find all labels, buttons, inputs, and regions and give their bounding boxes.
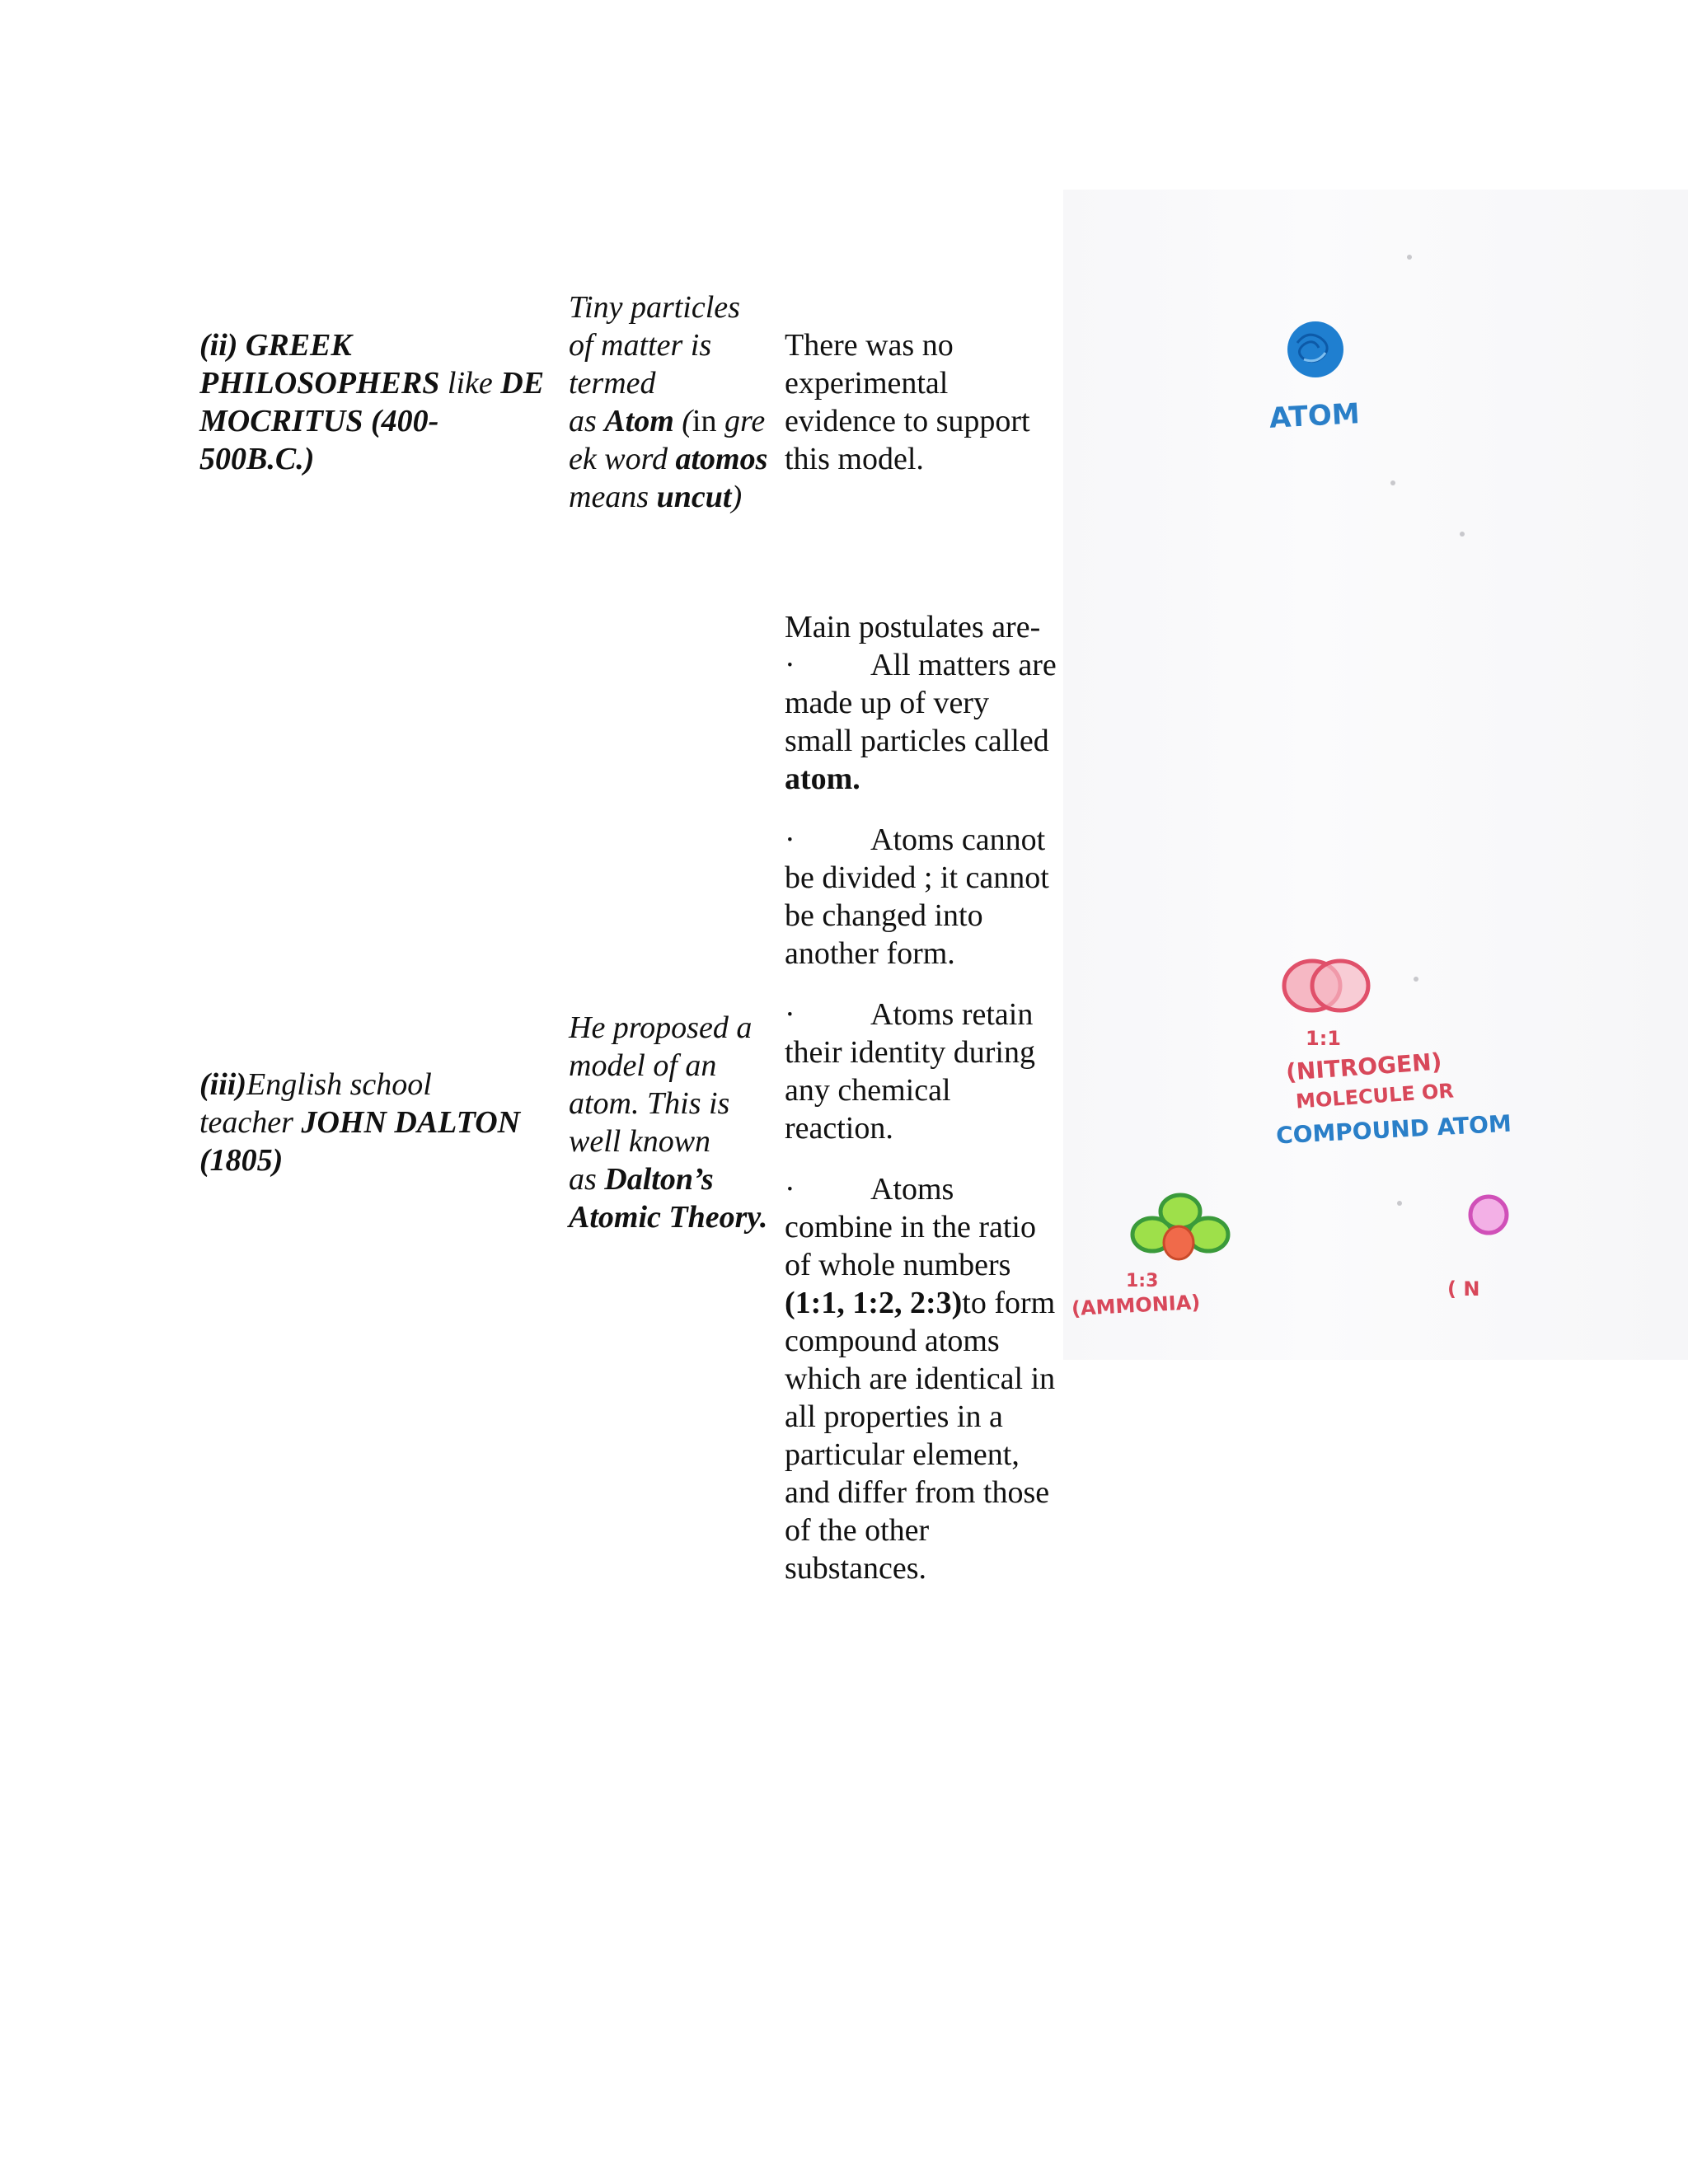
nitrogen-molecule-drawing xyxy=(1284,961,1368,1010)
molecule-label: MOLECULE OR xyxy=(1295,1079,1455,1113)
postulate-2 xyxy=(785,821,1062,972)
atom-drawing xyxy=(1287,321,1343,377)
postulate-2-text: Atoms cannot be divided ; it cannot be changed into another form. xyxy=(785,823,1049,971)
greek-idea-atom: Atom xyxy=(604,404,674,438)
dalton-postulates xyxy=(785,608,1062,1610)
row-dalton-who xyxy=(199,1066,562,1179)
ammonia-label: (AMMONIA) xyxy=(1071,1290,1201,1321)
dalton-desc1: English school xyxy=(246,1067,432,1102)
greek-name-part3: MOCRITUS (400- xyxy=(199,404,439,438)
greek-idea-line3: termed xyxy=(569,366,656,401)
partial-molecule-drawing xyxy=(1470,1197,1507,1233)
greek-idea-line5a: ek word xyxy=(569,442,676,476)
greek-idea-line2: of matter is xyxy=(569,328,712,363)
greek-name-part4: 500B.C.) xyxy=(199,442,315,476)
postulate-4-ratios: (1:1, 1:2, 2:3) xyxy=(785,1286,963,1320)
cut-off-label: ( N xyxy=(1447,1277,1480,1301)
greek-idea-line4c: ( xyxy=(673,404,692,438)
bullet-3: · xyxy=(785,997,795,1032)
compound-atom-label: COMPOUND ATOM xyxy=(1275,1109,1512,1150)
nitrogen-label: (NITROGEN) xyxy=(1285,1047,1443,1086)
row-greek-who xyxy=(199,326,562,478)
dalton-desc2: teacher xyxy=(199,1105,302,1140)
postulate-4-rest: to form compound atoms which are identical in all properties in a particular element, and differ from those of the other substances. xyxy=(785,1286,1056,1586)
greek-idea-in: in xyxy=(692,404,717,438)
bullet-2: · xyxy=(785,823,795,857)
ammonia-ratio-label: 1:3 xyxy=(1126,1271,1159,1291)
postulate-1-atom: atom. xyxy=(785,762,860,796)
greek-name-part1: PHILOSOPHERS xyxy=(199,366,440,401)
bullet-1: · xyxy=(785,648,795,682)
dalton-idea-line2: model of an xyxy=(569,1048,717,1083)
row-greek-note xyxy=(785,326,1057,478)
greek-name-part2: DE xyxy=(500,366,545,401)
row-dalton-idea xyxy=(569,1009,787,1236)
greek-like: like xyxy=(439,366,501,401)
greek-idea-line6c: ) xyxy=(731,480,743,514)
atom-label: ATOM xyxy=(1268,397,1361,435)
dalton-idea-theory: Atomic Theory. xyxy=(569,1200,768,1235)
postulate-3 xyxy=(785,996,1062,1147)
postulate-3-text: Atoms retain their identity during any chemical reaction. xyxy=(785,997,1035,1146)
postulate-1 xyxy=(785,646,1062,798)
dalton-name: JOHN DALTON xyxy=(301,1105,521,1140)
dalton-idea-line4: well known xyxy=(569,1124,711,1159)
nitrogen-ratio-label: 1:1 xyxy=(1306,1027,1341,1050)
dalton-idea-daltons: Dalton’s xyxy=(604,1162,714,1197)
dalton-idea-line1: He proposed a xyxy=(569,1010,753,1045)
greek-idea-uncut: uncut xyxy=(656,480,732,514)
dalton-idea-line5a: as xyxy=(569,1162,605,1197)
postulate-1-text: All matters are made up of very small particles called xyxy=(785,648,1057,758)
dalton-prefix: (iii) xyxy=(199,1067,246,1102)
row-greek-idea xyxy=(569,288,787,516)
postulate-4-text: Atoms combine in the ratio of whole numbers xyxy=(785,1172,1036,1282)
postulates-heading-text: Main postulates are- xyxy=(785,610,1041,644)
greek-idea-line6a: means xyxy=(569,480,657,514)
postulates-heading xyxy=(785,608,1062,646)
greek-idea-line4a: as xyxy=(569,404,605,438)
ammonia-molecule-drawing xyxy=(1132,1195,1228,1259)
dalton-year: (1805) xyxy=(199,1143,284,1178)
postulate-4 xyxy=(785,1170,1062,1587)
illustration-drawing xyxy=(1063,190,1688,1360)
bullet-4: · xyxy=(785,1172,795,1207)
greek-idea-line1: Tiny particles xyxy=(569,290,740,325)
greek-idea-line4e: gre xyxy=(716,404,766,438)
greek-idea-atomos: atomos xyxy=(675,442,768,476)
greek-note-text: There was no experimental evidence to support this model. xyxy=(785,328,1030,476)
greek-prefix: (ii) GREEK xyxy=(199,328,352,363)
dalton-idea-line3: atom. This is xyxy=(569,1086,730,1121)
